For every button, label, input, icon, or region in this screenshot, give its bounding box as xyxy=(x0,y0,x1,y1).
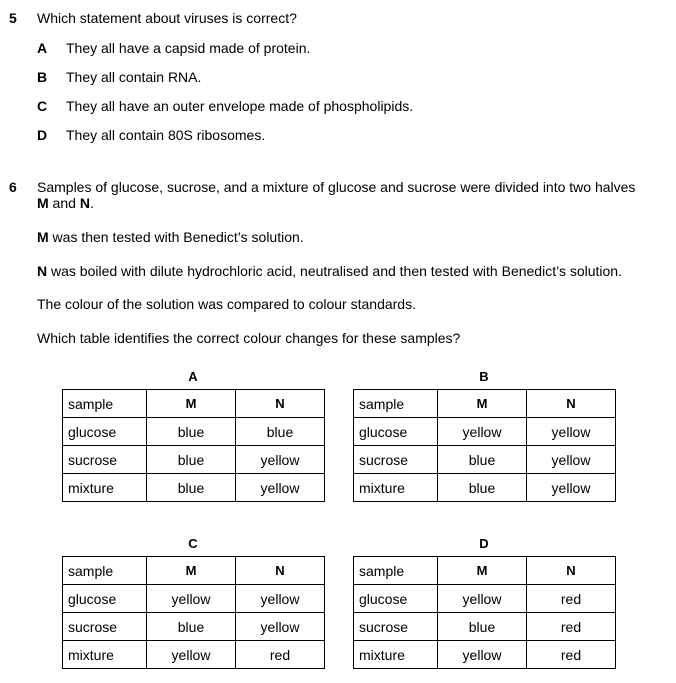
table-a-header-m: M xyxy=(147,390,236,418)
table-cell: glucose xyxy=(63,418,147,446)
table-cell: yellow xyxy=(236,446,325,474)
q6-question-sentence: Which table identifies the correct colour changes for these samples? xyxy=(37,330,461,346)
q5-option-c-letter: C xyxy=(37,98,48,114)
table-cell: yellow xyxy=(527,446,616,474)
table-b-letter: B xyxy=(479,369,489,384)
table-cell: sucrose xyxy=(63,613,147,641)
table-cell: yellow xyxy=(236,613,325,641)
table-cell: blue xyxy=(438,446,527,474)
q5-option-c-text: They all have an outer envelope made of phospholipids. xyxy=(66,98,414,114)
q5-option-d-letter: D xyxy=(37,127,48,143)
table-d-header-sample: sample xyxy=(354,557,438,585)
table-cell: glucose xyxy=(63,585,147,613)
table-cell: sucrose xyxy=(354,613,438,641)
q6-m-bold: M xyxy=(37,229,49,245)
table-b-header-sample: sample xyxy=(354,390,438,418)
table-b-header-m: M xyxy=(438,390,527,418)
table-b-header-n: N xyxy=(527,390,616,418)
table-cell: yellow xyxy=(236,474,325,502)
table-cell: mixture xyxy=(354,641,438,669)
table-row xyxy=(63,585,325,613)
table-cell: yellow xyxy=(438,418,527,446)
table-row xyxy=(63,418,325,446)
table-a-letter: A xyxy=(188,369,198,384)
q6-stem-end: . xyxy=(89,195,94,211)
table-row xyxy=(354,585,616,613)
q5-option-a-letter: A xyxy=(37,40,48,56)
table-a-header-n: N xyxy=(236,390,325,418)
table-cell: yellow xyxy=(236,585,325,613)
q6-stem-m: M xyxy=(37,195,49,211)
question-6-number: 6 xyxy=(9,179,17,195)
table-cell: red xyxy=(236,641,325,669)
table-cell: glucose xyxy=(354,418,438,446)
table-row xyxy=(63,474,325,502)
q6-n-sentence xyxy=(37,263,622,279)
table-cell: red xyxy=(527,641,616,669)
table-row xyxy=(354,474,616,502)
table-cell: sucrose xyxy=(63,446,147,474)
table-a-header-sample: sample xyxy=(63,390,147,418)
table-cell: yellow xyxy=(438,585,527,613)
table-row xyxy=(63,641,325,669)
table-cell: glucose xyxy=(354,585,438,613)
table-cell: blue xyxy=(147,446,236,474)
table-cell: blue xyxy=(438,613,527,641)
table-cell: blue xyxy=(147,474,236,502)
table-d-letter: D xyxy=(479,536,489,551)
q5-option-b-text: They all contain RNA. xyxy=(66,69,202,85)
table-cell: sucrose xyxy=(354,446,438,474)
q6-n-text: was boiled with dilute hydrochloric acid, neutralised and then tested with Benedict’s solution. xyxy=(47,263,622,279)
table-c-header-sample: sample xyxy=(63,557,147,585)
table-cell: blue xyxy=(236,418,325,446)
table-d xyxy=(353,556,616,669)
table-cell: blue xyxy=(147,418,236,446)
table-cell: yellow xyxy=(527,418,616,446)
table-c-header-n: N xyxy=(236,557,325,585)
table-row xyxy=(63,446,325,474)
table-cell: mixture xyxy=(63,474,147,502)
table-row xyxy=(354,418,616,446)
question-6-stem xyxy=(37,179,673,211)
table-a xyxy=(62,389,325,502)
q6-stem-line1: Samples of glucose, sucrose, and a mixture of glucose and sucrose were divided into two halves xyxy=(37,179,636,195)
table-cell: yellow xyxy=(147,641,236,669)
table-cell: red xyxy=(527,613,616,641)
q5-option-a-text: They all have a capsid made of protein. xyxy=(66,40,311,56)
table-cell: red xyxy=(527,585,616,613)
question-5-stem: Which statement about viruses is correct? xyxy=(37,10,297,26)
q6-n-bold: N xyxy=(37,263,48,279)
q5-option-b-letter: B xyxy=(37,69,48,85)
q6-stem-and: and xyxy=(48,195,80,211)
table-cell: yellow xyxy=(527,474,616,502)
q6-stem-n: N xyxy=(79,195,90,211)
table-row xyxy=(354,557,616,585)
table-c-header-m: M xyxy=(147,557,236,585)
table-cell: blue xyxy=(147,613,236,641)
table-row xyxy=(354,446,616,474)
q5-option-d-text: They all contain 80S ribosomes. xyxy=(66,127,266,143)
q6-m-sentence xyxy=(37,229,304,245)
table-c xyxy=(62,556,325,669)
q6-compare-sentence: The colour of the solution was compared to colour standards. xyxy=(37,296,416,312)
table-cell: mixture xyxy=(354,474,438,502)
table-c-letter: C xyxy=(188,536,198,551)
table-row xyxy=(354,613,616,641)
table-b xyxy=(353,389,616,502)
table-cell: blue xyxy=(438,474,527,502)
q6-m-text: was then tested with Benedict’s solution. xyxy=(48,229,304,245)
table-row xyxy=(63,613,325,641)
table-d-header-m: M xyxy=(438,557,527,585)
table-cell: mixture xyxy=(63,641,147,669)
table-row xyxy=(63,557,325,585)
table-cell: yellow xyxy=(147,585,236,613)
table-row xyxy=(354,390,616,418)
table-d-header-n: N xyxy=(527,557,616,585)
table-cell: yellow xyxy=(438,641,527,669)
table-row xyxy=(63,390,325,418)
table-row xyxy=(354,641,616,669)
question-5-number: 5 xyxy=(9,10,17,26)
